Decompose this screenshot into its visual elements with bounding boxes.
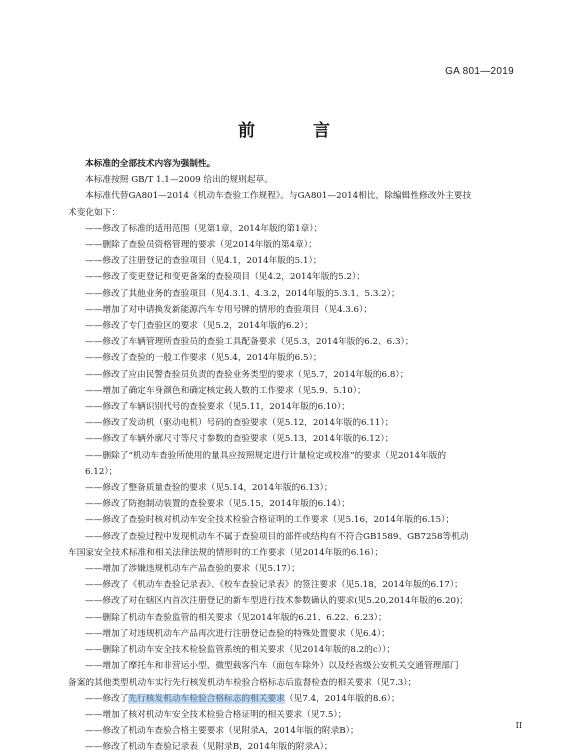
list-item-continuation: 6.12）； (85, 466, 118, 477)
standard-code: GA 801—2019 (445, 66, 514, 77)
list-item: ——修改了注册登记的查验项目（见4.1，2014年版的5.1）； (85, 256, 322, 267)
list-item: ——删除了“机动车查验所使用的量具应按照规定进行计量检定或校准”的要求（见2014年版的 (85, 450, 447, 461)
list-item: ——删除了查验员资格管理的要求（见2014年版的第4章）； (85, 240, 317, 251)
list-item-highlighted (68, 691, 528, 707)
list-item: ——修改了机动车查验合格主要要求（见附录A，2014年版的附录B）； (85, 726, 359, 737)
list-item: ——修改了标准的适用范围（见第1章，2014年版的第1章）； (85, 223, 323, 234)
list-item: ——增加了涉嫌违规机动车产品查验的要求（见5.17）； (85, 564, 300, 575)
list-item: ——修改了应由民警查验员负责的查验业务类型的要求（见5.7，2014年版的6.8）； (85, 369, 409, 380)
paragraph-replaces-line2: 术变化如下： (68, 207, 121, 218)
list-item: ——修改了车辆管理所查验员的查验工具配备要求（见5.3，2014年版的6.2、6.3）； (85, 337, 414, 348)
list-item: ——修改了专门查验区的要求（见5.2，2014年版的6.2）； (85, 321, 313, 332)
page-number: II (515, 721, 522, 730)
list-item: ——修改了其他业务的查验项目（见4.3.1、4.3.2，2014年版的5.3.1、5.3.2）； (85, 288, 400, 299)
list-item: ——增加了核对机动车安全技术检验合格证明的相关要求（见7.5）； (85, 709, 347, 720)
highlight-suffix: （见7.4，2014年版的8.6）； (284, 693, 400, 704)
list-item-continuation: 车国家安全技术标准和相关法律法规的情形时的工作要求（见2014年版的6.16）； (68, 547, 384, 558)
list-item: ——增加了对申请换发新能源汽车专用号牌的情形的查验项目（见4.3.6）； (85, 304, 373, 315)
list-item: ——修改了防抱制动装置的查验要求（见5.15，2014年版的6.14）； (85, 499, 350, 510)
list-item: ——增加了摩托车和非营运小型、微型载客汽车（面包车除外）以及经省级公安机关交通管理部门 (85, 661, 459, 672)
highlight-prefix: ——修改了 (85, 693, 129, 704)
foreword-body (68, 156, 528, 756)
list-item: ——修改了对在辖区内首次注册登记的新车型进行技术参数确认的要求(见5.20,2014年版的6.20)； (85, 596, 469, 607)
list-item: ——删除了机动车查验监管的相关要求（见2014年版的6.21、6.22、6.23）； (85, 612, 387, 623)
text-selection-highlight[interactable]: 先行核发机动车检验合格标志的相关要求 (128, 693, 285, 704)
list-item: ——修改了查验的一般工作要求（见5.4，2014年版的6.5）； (85, 353, 322, 364)
list-item: ——增加了确定车身颜色和确定核定载人数的工作要求（见5.9、5.10）； (85, 385, 366, 396)
list-item-continuation: 备案的其他类型机动车实行先行核发机动车检验合格标志后监督检查的相关要求（见7.3）； (68, 677, 417, 688)
list-item: ——修改了查验过程中发现机动车不属于查验项目的部件或结构有不符合GB1589、GB7258等机动 (85, 531, 469, 542)
list-item: ——修改了发动机（驱动电机）号码的查验要求（见5.12，2014年版的6.11）； (85, 418, 394, 429)
paragraph-replaces-line1: 本标准代替GA801—2014《机动车查验工作规程》。与GA801—2014相比，除编辑性修改外主要技 (85, 191, 472, 202)
list-item: ——删除了机动车安全技术检验监管系统的相关要求（见2014年版的8.2的c））； (85, 645, 396, 656)
list-item: ——修改了车辆识别代号的查验要求（见5.11，2014年版的6.10）； (85, 402, 350, 413)
paragraph-drafting-rules: 本标准按照 GB/T 1.1—2009 给出的规则起草。 (85, 175, 273, 186)
paragraph-mandatory: 本标准的全部技术内容为强制性。 (85, 159, 216, 169)
list-item: ——修改了《机动车查验记录表》、《校车查验记录表》的签注要求（见5.18，2014年版的6.17）； (85, 580, 463, 591)
list-item: ——增加了对违规机动车产品再次进行注册登记查验的特殊处置要求（见6.4）； (85, 628, 390, 639)
list-item: ——修改了机动车查验记录表（见附录B，2014年版的附录A）； (85, 742, 333, 753)
page-title: 前 言 (238, 121, 356, 141)
list-item: ——修改了查验时核对机动车安全技术检验合格证明的工作要求（见5.16，2014年版的6.15）； (85, 515, 455, 526)
list-item: ——修改了变更登记和变更备案的查验项目（见4.2，2014年版的5.2）； (85, 272, 365, 283)
list-item: ——修改了整备质量查验的要求（见5.14，2014年版的6.13）； (85, 483, 333, 494)
list-item: ——修改了车辆外廓尺寸等尺寸参数的查验要求（见5.13，2014年版的6.12）； (85, 434, 394, 445)
